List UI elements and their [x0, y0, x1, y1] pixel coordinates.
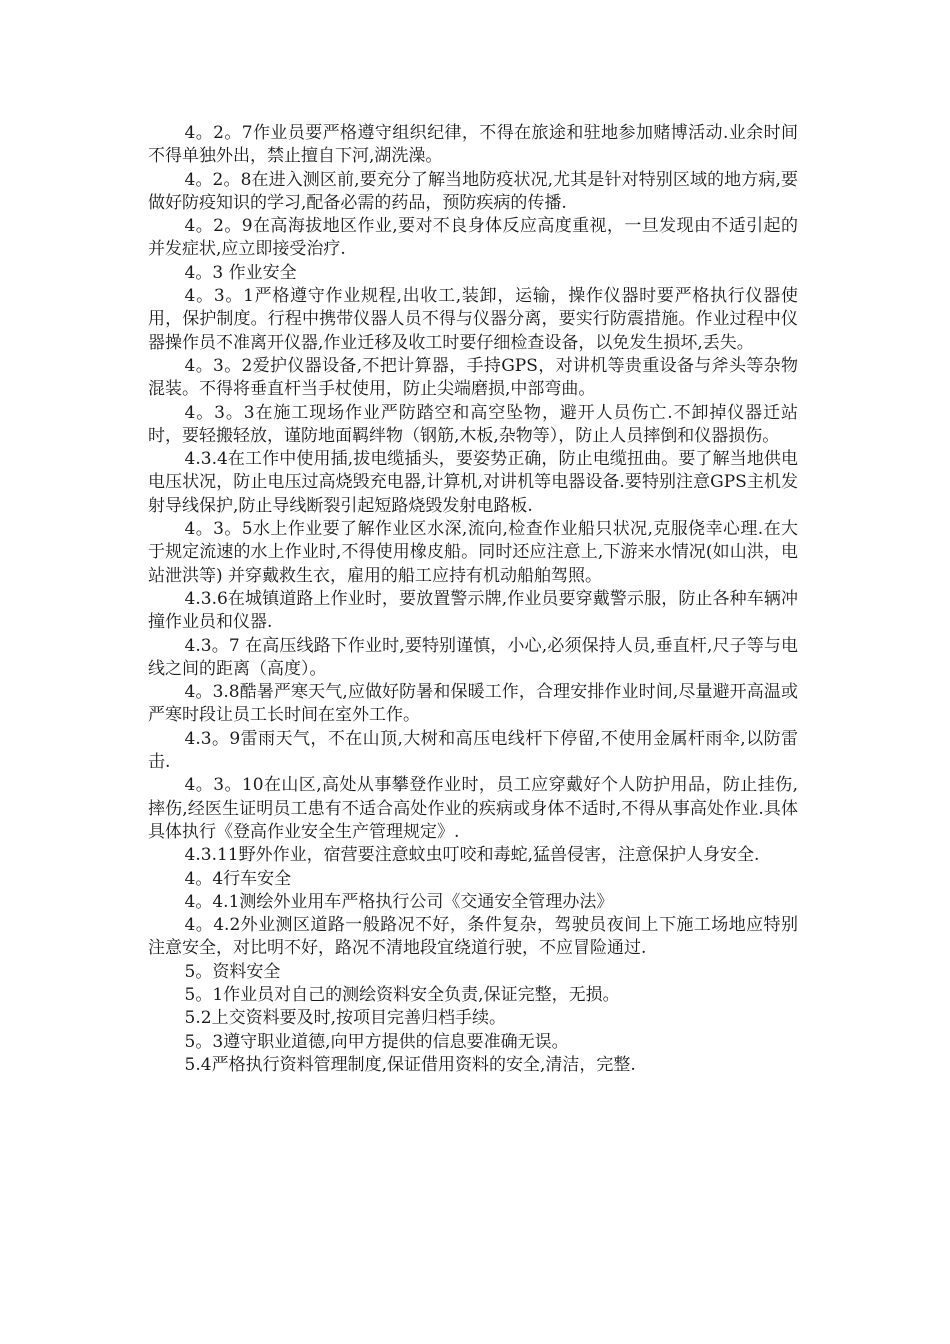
paragraph-4-4-1: 4。4.1测绘外业用车严格执行公司《交通安全管理办法》 [184, 891, 614, 912]
document-page [148, 122, 798, 1077]
paragraph-5-2: 5.2上交资料要及时,按项目完善归档手续。 [184, 1008, 506, 1029]
paragraph-4-2-8: 4。2。8在进入测区前,要充分了解当地防疫状况,尤其是针对特别区域的地方病,要做好防疫知识的学习,配备必需的药品，预防疾病的传播. [148, 169, 798, 213]
paragraph-4-2-7: 4。2。7作业员要严格遵守组织纪律，不得在旅途和驻地参加赌博活动.业余时间不得单独外出，禁止擅自下河,湖洗澡。 [148, 123, 798, 167]
paragraph-4-3-10: 4。3。10在山区,高处从事攀登作业时，员工应穿戴好个人防护用品，防止挂伤,摔伤,经医生证明员工患有不适合高处作业的疾病或身体不适时,不得从事高处作业.具体具体执行《登高作业安全生产管理规定》. [148, 775, 798, 842]
paragraph-4-3-3: 4。3。3在施工现场作业严防踏空和高空坠物，避开人员伤亡.不卸掉仪器迁站时，要轻搬轻放，谨防地面羁绊物（钢筋,木板,杂物等），防止人员摔倒和仪器损伤。 [148, 402, 798, 446]
paragraph-5-1: 5。1作业员对自己的测绘资料安全负责,保证完整，无损。 [184, 984, 620, 1005]
paragraph-4-3-5: 4。3。5水上作业要了解作业区水深,流向,检查作业船只状况,克服侥幸心理.在大于规定流速的水上作业时,不得使用橡皮船。同时还应注意上,下游来水情况(如山洪，电站泄洪等) 并穿戴救生衣，雇用的船工应持有机动船舶驾照。 [148, 519, 798, 586]
paragraph-5-4: 5.4严格执行资料管理制度,保证借用资料的安全,清洁，完整. [184, 1054, 636, 1075]
paragraph-4-4-2: 4。4.2外业测区道路一般路况不好，条件复杂，驾驶员夜间上下施工场地应特别注意安全，对比明不好，路况不清地段宜绕道行驶，不应冒险通过. [148, 915, 798, 959]
paragraph-4-3-7: 4.3。7 在高压线路下作业时,要特别谨慎，小心,必须保持人员,垂直杆,尺子等与电 线之间的距离（高度）。 [148, 635, 798, 679]
paragraph-4-2-9: 4。2。9在高海拔地区作业,要对不良身体反应高度重视，一旦发现由不适引起的并发症状,应立即接受治疗. [148, 216, 798, 260]
paragraph-4-3-11: 4.3.11野外作业，宿营要注意蚊虫叮咬和毒蛇,猛兽侵害，注意保护人身安全. [184, 845, 760, 866]
paragraph-4-3-4: 4.3.4在工作中使用插,拔电缆插头，要姿势正确，防止电缆扭曲。要了解当地供电电压状况，防止电压过高烧毁充电器,计算机,对讲机等电器设备.要特别注意GPS主机发射导线保护,防止导线断裂引起短路烧毁发射电路板. [148, 449, 798, 516]
paragraph-4-3-8: 4。3.8酷暑严寒天气,应做好防暑和保暖工作，合理安排作业时间,尽量避开高温或严寒时段让员工长时间在室外工作。 [148, 682, 798, 726]
paragraph-5-3: 5。3遵守职业道德,向甲方提供的信息要准确无误。 [184, 1031, 569, 1052]
section-heading-4-4: 4。4行车安全 [184, 868, 292, 889]
paragraph-4-3-6: 4.3.6在城镇道路上作业时，要放置警示牌,作业员要穿戴警示服，防止各种车辆冲撞作业员和仪器. [148, 588, 798, 633]
section-heading-5: 5。资料安全 [184, 961, 281, 982]
paragraph-4-3-2: 4。3。2爱护仪器设备,不把计算器，手持GPS，对讲机等贵重设备与斧头等杂物混装。不得将垂直杆当手杖使用，防止尖端磨损,中部弯曲。 [148, 355, 798, 400]
section-heading-4-3: 4。3 作业安全 [184, 262, 297, 283]
paragraph-4-3-1: 4。3。1严格遵守作业规程,出收工,装卸，运输，操作仪器时要严格执行仪器使用，保护制度。行程中携带仪器人员不得与仪器分离，要实行防震措施。作业过程中仪器操作员不准离开仪器,作业迁移及收工时要仔细检查设备，以免发生损坏,丢失。 [148, 286, 798, 353]
paragraph-4-3-9: 4.3。9雷雨天气，不在山顶,大树和高压电线杆下停留,不使用金属杆雨伞,以防雷击. [148, 728, 798, 773]
